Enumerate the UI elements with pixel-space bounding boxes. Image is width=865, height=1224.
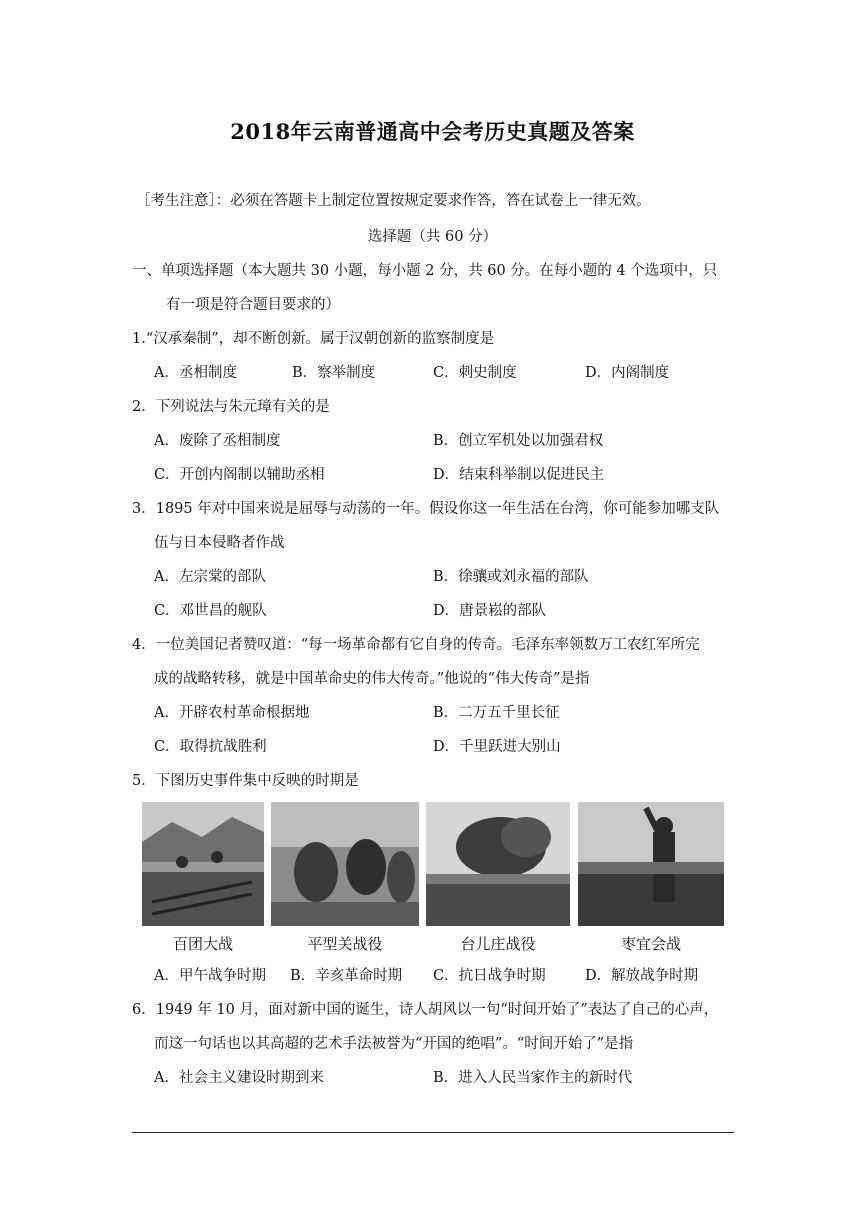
question-2-stem: 2．下列说法与朱元璋有关的是	[132, 399, 330, 415]
part-instructions-line1: 一、单项选择题（本大题共 30 小题，每小题 2 分，共 60 分。在每小题的 4 个选项中，只	[132, 263, 718, 279]
photo-caption-2: 平型关战役	[307, 935, 383, 953]
exam-notice: ［考生注意］：必须在答题卡上制定位置按规定要求作答，答在试卷上一律无效。	[136, 193, 651, 209]
question-2-option-b: B．创立军机处以加强君权	[433, 433, 604, 449]
question-6-option-a: A．社会主义建设时期到来	[154, 1070, 324, 1086]
question-4-option-a: A．开辟农村革命根据地	[154, 705, 310, 721]
photo-zaoyi	[578, 802, 724, 926]
question-3-option-d: D．唐景崧的部队	[433, 603, 547, 619]
question-4-stem-line1: 4．一位美国记者赞叹道：“每一场革命都有它自身的传奇。毛泽东率领数万工农红军所完	[132, 637, 700, 653]
photo-taierzhuang	[426, 802, 570, 926]
question-4-option-d: D．千里跃进大别山	[433, 739, 561, 755]
question-1-option-c: C．刺史制度	[433, 365, 517, 381]
question-2-option-d: D．结束科举制以促进民主	[433, 467, 605, 483]
page-title: 2018年云南普通高中会考历史真题及答案	[230, 119, 635, 144]
photo-caption-4: 枣宜会战	[620, 935, 681, 953]
question-4-option-c: C．取得抗战胜利	[154, 739, 267, 755]
question-6-option-b: B．进入人民当家作主的新时代	[433, 1070, 633, 1086]
photo-caption-3: 台儿庄战役	[460, 935, 536, 953]
question-5-option-a: A．甲午战争时期	[154, 968, 266, 984]
photo-pingxingguan	[271, 802, 419, 926]
question-2-option-c: C．开创内阁制以辅助丞相	[154, 467, 325, 483]
question-3-stem-line1: 3．1895 年对中国来说是屈辱与动荡的一年。假设你这一年生活在台湾，你可能参加哪支队	[132, 501, 720, 517]
question-3-option-b: B．徐骧或刘永福的部队	[433, 569, 589, 585]
question-3-option-a: A．左宗棠的部队	[154, 569, 266, 585]
question-4-option-b: B．二万五千里长征	[433, 705, 560, 721]
photo-caption-1: 百团大战	[172, 935, 233, 953]
question-2-option-a: A．废除了丞相制度	[154, 433, 281, 449]
question-5-option-b: B．辛亥革命时期	[290, 968, 403, 984]
part-instructions-line2: 有一项是符合题目要求的）	[166, 297, 340, 313]
question-4-stem-line2: 成的战略转移，就是中国革命史的伟大传奇。”他说的“伟大传奇”是指	[154, 671, 590, 687]
question-1-stem: 1.“汉承秦制”，却不断创新。属于汉朝创新的监察制度是	[132, 331, 495, 347]
section-heading: 选择题（共 60 分）	[367, 229, 498, 245]
question-6-stem-line2: 而这一句话也以其高超的艺术手法被誉为“开国的绝唱”。“时间开始了”是指	[154, 1036, 634, 1052]
footer-divider	[132, 1132, 734, 1133]
question-3-option-c: C．邓世昌的舰队	[154, 603, 267, 619]
photo-hundred-regiments	[142, 802, 264, 926]
question-1-option-a: A．丞相制度	[154, 365, 237, 381]
question-6-stem-line1: 6．1949 年 10 月，面对新中国的诞生，诗人胡风以一句“时间开始了”表达了自己的心声，	[132, 1002, 719, 1018]
question-5-stem: 5．下图历史事件集中反映的时期是	[132, 773, 359, 789]
question-1-option-b: B．察举制度	[292, 365, 376, 381]
question-1-option-d: D．内阁制度	[585, 365, 670, 381]
question-5-option-d: D．解放战争时期	[585, 968, 699, 984]
question-3-stem-line2: 伍与日本侵略者作战	[154, 535, 285, 551]
question-5-option-c: C．抗日战争时期	[433, 968, 546, 984]
